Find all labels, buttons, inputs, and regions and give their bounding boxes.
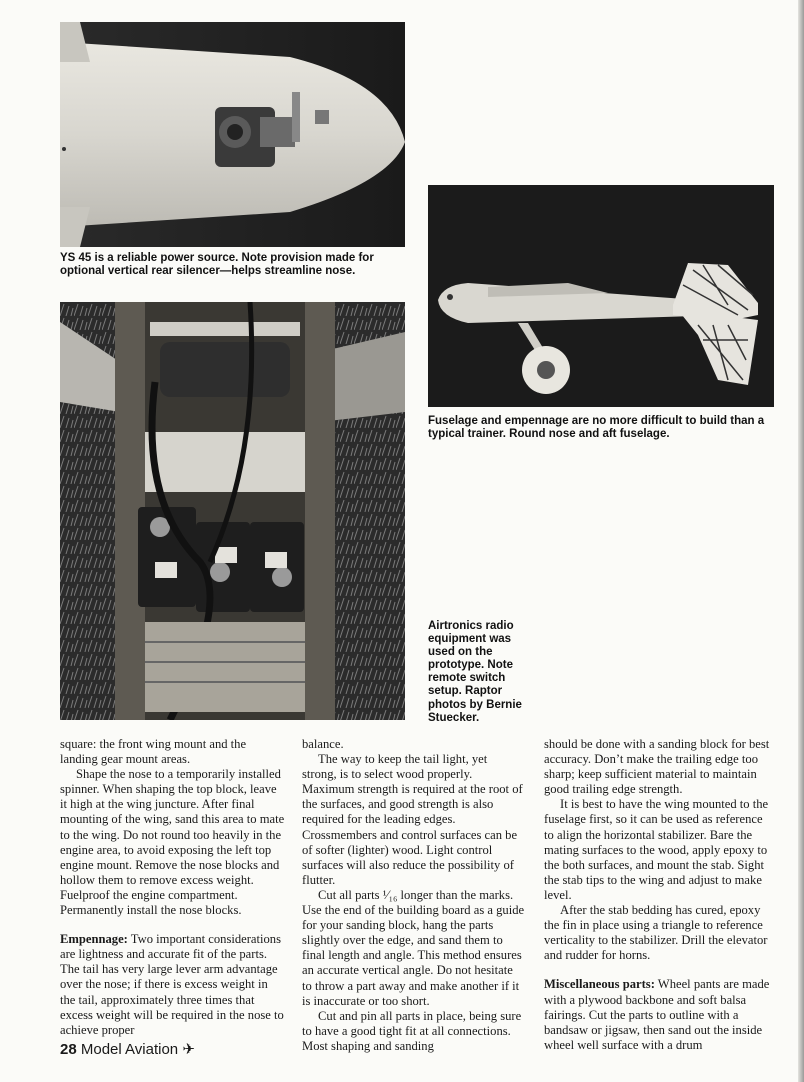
paragraph-text: Wheel pants are made with a plywood backbone and soft balsa fairings. Cut the parts to outline with a bandsaw or jigsaw, then sand out the inside wheel well surface with a drum (544, 977, 770, 1052)
fuselage-photo-caption: Fuselage and empennage are no more difficult to build than a typical trainer. Round nose and aft fuselage. (428, 415, 765, 440)
paragraph: The way to keep the tail light, yet strong, is to select wood properly. Maximum strength is required at the root of the surfaces, and good strength is also required for the leading edges. Crossmembers and control surfaces can be of softer (lighter) wood. Light control surfaces will also reduce the possibility of flutter. (302, 752, 523, 887)
paragraph (60, 932, 286, 1038)
paragraph: balance. (302, 737, 344, 751)
text-column-3 (544, 737, 770, 1053)
section-heading: Miscellaneous parts: (544, 977, 655, 992)
section-heading: Empennage: (60, 932, 128, 947)
paragraph: After the stab bedding has cured, epoxy the fin in place using a triangle to reference verticality to the stabilizer. Drill the elevator and rudder for horns. (544, 903, 768, 963)
paragraph: should be done with a sanding block for best accuracy. Don’t make the trailing edge too sharp; keep sufficient material to maintain good trailing edge strength. (544, 737, 770, 797)
text-column-2 (302, 737, 525, 1054)
airplane-icon: ✈ (182, 1041, 195, 1058)
text-column-1 (60, 737, 286, 1038)
page-number: 28 (60, 1041, 77, 1058)
paragraph-text: Two important considerations are lightness and accurate fit of the parts. The tail has very large lever arm advantage over the nose; if there is excess weight in the tail, approximately three times that excess weight will be required in the nose to achieve proper (60, 932, 284, 1037)
page-footer (60, 1040, 195, 1058)
engine-photo (60, 22, 405, 247)
paragraph: Shape the nose to a temporarily installed spinner. When shaping the top block, leave it high at the wing juncture. After final mounting of the wing, sand this area to mate to the wing. Do not round too heavily in the engine area, to avoid exposing the left top engine mount. Remove the nose blocks and hollow them to remove excess weight. Fuelproof the engine compartment. Permanently install the nose blocks. (60, 767, 285, 918)
radio-photo (60, 302, 405, 720)
paragraph: Cut and pin all parts in place, being sure to have a good tight fit at all connections. Most shaping and sanding (302, 1008, 522, 1053)
radio-photo-caption: Airtronics radio equipment was used on the prototype. Note remote switch setup. Raptor photos by Bernie Stuecker. (428, 620, 522, 724)
magazine-name: Model Aviation (80, 1041, 179, 1058)
paragraph: Cut all parts ¹⁄₁₆ longer than the marks. Use the end of the building board as a guide for your sanding block, hang the parts slightly over the edge, and sand them to final length and angle. This method ensures an accurate vertical angle. Do not hesitate to throw a part away and make another if it is inaccurate or too short. (302, 887, 525, 1008)
fuselage-photo (428, 185, 774, 407)
engine-photo-caption: YS 45 is a reliable power source. Note provision made for optional vertical rear silencer—helps streamline nose. (60, 252, 374, 277)
scan-edge (798, 0, 804, 1082)
paragraph (544, 977, 770, 1052)
paragraph: square: the front wing mount and the landing gear mount areas. (60, 737, 247, 767)
paragraph: It is best to have the wing mounted to the fuselage first, so it can be used as reference to align the horizontal stabilizer. Bare the mating surfaces to the wood, apply epoxy to the both surfaces, and mount the stab. Sight the stab tips to the wing and adjust to make level. (544, 797, 769, 902)
